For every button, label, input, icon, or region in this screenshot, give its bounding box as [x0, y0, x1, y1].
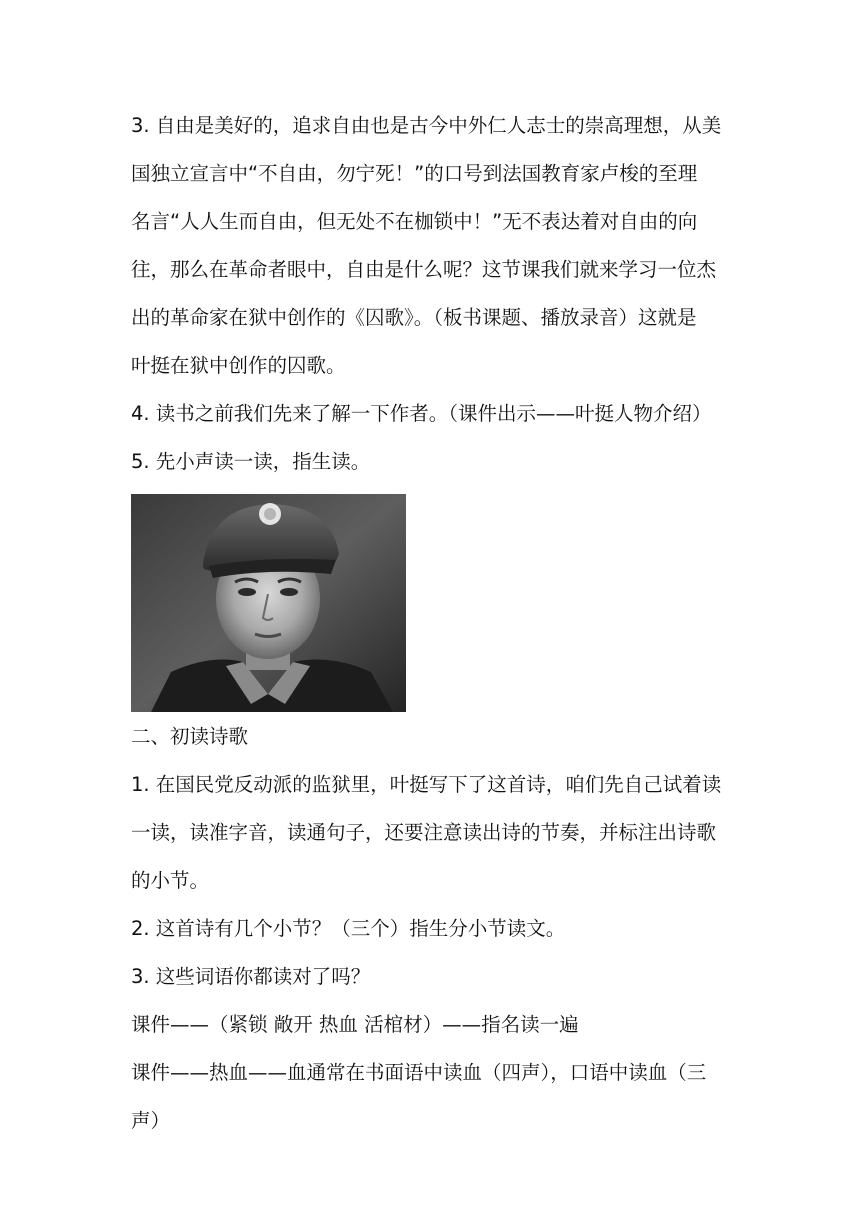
paragraph-3-line-2: 国独立宣言中“不自由，勿宁死！”的口号到法国教育家卢梭的至理 — [131, 162, 698, 185]
section-item-2: 2. 这首诗有几个小节？（三个）指生分小节读文。 — [131, 917, 566, 940]
paragraph-5: 5. 先小声读一读，指生读。 — [131, 450, 371, 473]
section-item-1-line-1: 1. 在国民党反动派的监狱里，叶挺写下了这首诗，咱们先自己试着读 — [131, 773, 722, 796]
courseware-line-2: 课件——热血——血通常在书面语中读血（四声），口语中读血（三 — [131, 1061, 707, 1084]
paragraph-3-line-4: 往，那么在革命者眼中，自由是什么呢？这节课我们就来学习一位杰 — [131, 258, 717, 281]
paragraph-3-line-3: 名言“人人生而自由，但无处不在枷锁中！”无不表达着对自由的向 — [131, 210, 698, 233]
section-item-3: 3. 这些词语你都读对了吗？ — [131, 965, 371, 988]
paragraph-3-line-6: 叶挺在狱中创作的囚歌。 — [131, 354, 346, 377]
document-page — [131, 102, 731, 1145]
courseware-line-2-continued: 声） — [131, 1109, 171, 1132]
paragraph-3-line-1: 3. 自由是美好的，追求自由也是古今中外仁人志士的崇高理想，从美 — [131, 114, 722, 137]
section-item-1-line-2: 一读，读准字音，读通句子，还要注意读出诗的节奏，并标注出诗歌 — [131, 821, 717, 844]
portrait-image — [131, 494, 406, 712]
author-portrait-photo — [131, 494, 406, 712]
section-heading: 二、初读诗歌 — [131, 725, 249, 748]
paragraph-4: 4. 读书之前我们先来了解一下作者。（课件出示——叶挺人物介绍） — [131, 402, 712, 425]
courseware-line-1: 课件——（紧锁 敞开 热血 活棺材）——指名读一遍 — [131, 1013, 579, 1036]
section-item-1-line-3: 的小节。 — [131, 869, 210, 892]
paragraph-3-line-5: 出的革命家在狱中创作的《囚歌》。（板书课题、播放录音）这就是 — [131, 306, 697, 329]
